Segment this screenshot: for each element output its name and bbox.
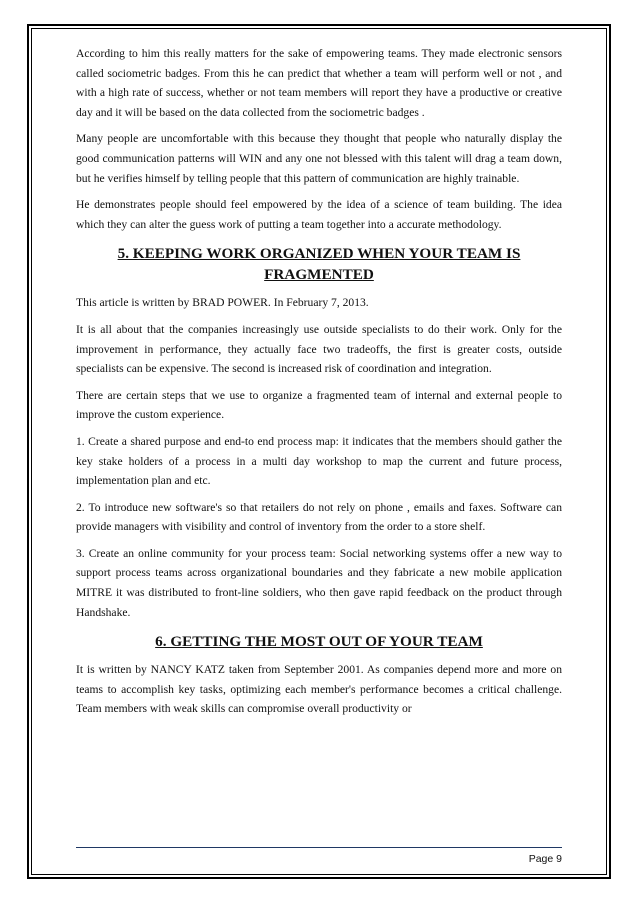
page-number: Page 9: [528, 853, 562, 865]
document-body: [76, 44, 562, 726]
paragraph: This article is written by BRAD POWER. In February 7, 2013.: [76, 296, 369, 310]
paragraph: There are certain steps that we use to organize a fragmented team of internal and external people to improve the custom experience.: [76, 388, 562, 422]
section-heading-5-line1: 5. KEEPING WORK ORGANIZED WHEN YOUR TEAM IS: [117, 245, 521, 263]
paragraph: 2. To introduce new software's so that retailers do not rely on phone , emails and faxes. Software can provide managers with visibility and control of inventory from the order to a store shelf.: [76, 500, 562, 534]
paragraph: It is all about that the companies increasingly use outside specialists to do their work. Only for the improvement in performance, they actually face two tradeoffs, the first is greater costs, outside specialists can be expensive. The second is increased risk of coordination and integration.: [76, 322, 562, 376]
paragraph: 3. Create an online community for your process team: Social networking systems offer a new way to support process teams across organizational boundaries and they fabricate a new mobile application MITRE it was distributed to front-line soldiers, who then gave rapid feedback on the product through Handshake.: [76, 546, 562, 619]
paragraph: He demonstrates people should feel empowered by the idea of a science of team building. The idea which they can alter the guess work of putting a team together into a accurate methodology.: [76, 198, 562, 231]
section-heading-6: 6. GETTING THE MOST OUT OF YOUR TEAM: [155, 633, 483, 651]
footer-rule: [76, 847, 562, 848]
paragraph: It is written by NANCY KATZ taken from September 2001. As companies depend more and more on teams to accomplish key tasks, optimizing each member's performance becomes a critical challenge. Team members with weak skills can compromise overall productivity or: [76, 663, 562, 716]
section-heading-5-line2: FRAGMENTED: [264, 266, 374, 284]
section-heading-5: [76, 243, 562, 285]
paragraph: 1. Create a shared purpose and end-to end process map: it indicates that the members should gather the key stake holders of a process in a multi day workshop to map the current and future process, implementation plan and etc.: [76, 434, 562, 488]
paragraph: According to him this really matters for the sake of empowering teams. They made electronic sensors called sociometric badges. From this he can predict that whether a team will perform well or not , and with a high rate of success, whether or not team members will report they have a productive or creative day and it will be based on the data collected from the sociometric badges .: [76, 47, 562, 119]
paragraph: Many people are uncomfortable with this because they thought that people who naturally display the good communication patterns will WIN and any one not blessed with this talent will drag a team down, but he verifies himself by telling people that this pattern of communication are highly trainable.: [76, 132, 562, 185]
